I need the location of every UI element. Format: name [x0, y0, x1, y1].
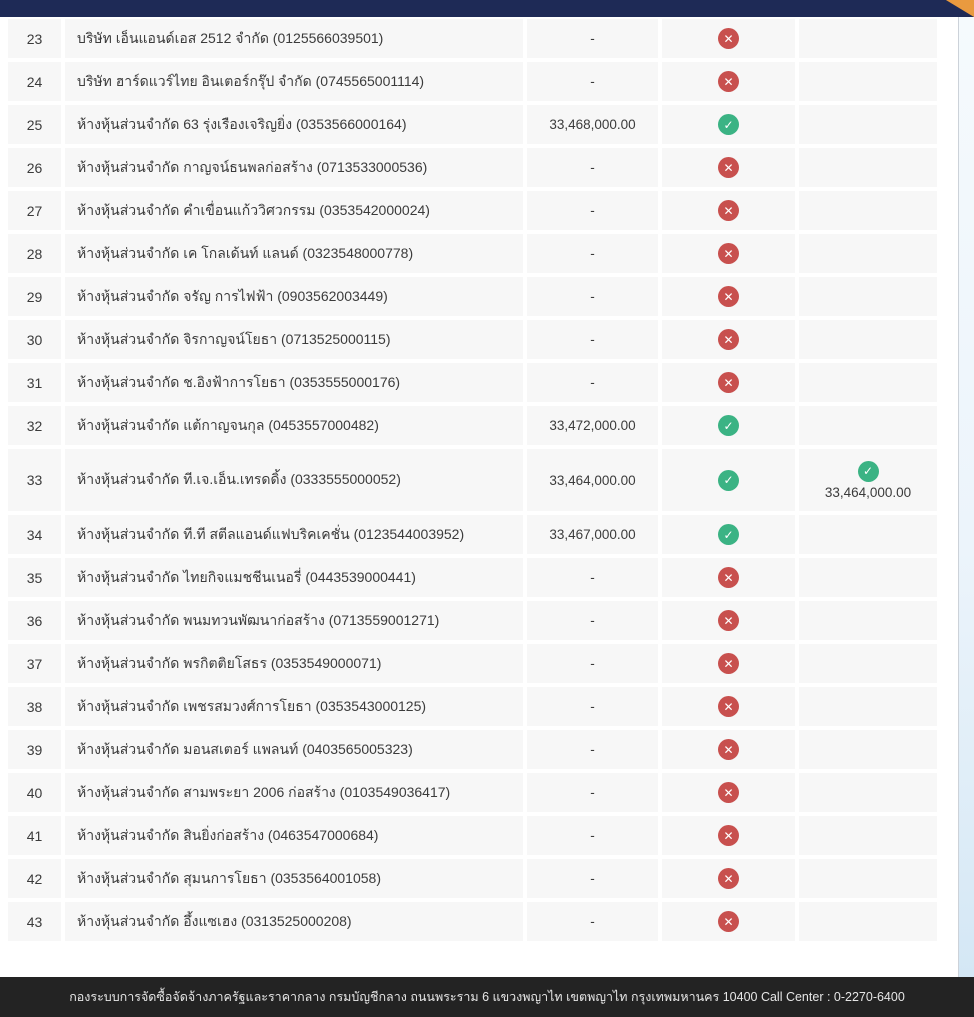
qualification-status-cell [662, 449, 795, 511]
offered-price: - [527, 558, 658, 597]
table-row [8, 687, 937, 726]
x-icon: ✕ [718, 243, 739, 264]
table-row [8, 902, 937, 941]
company-name: ห้างหุ้นส่วนจำกัด สุมนการโยธา (0353564001058) [65, 859, 523, 898]
final-price-cell [799, 773, 937, 812]
offered-price: - [527, 19, 658, 58]
final-price-cell [799, 859, 937, 898]
company-name: ห้างหุ้นส่วนจำกัด เค โกลเด้นท์ แลนด์ (0323548000778) [65, 234, 523, 273]
row-number: 29 [8, 277, 61, 316]
x-icon: ✕ [718, 868, 739, 889]
offered-price: - [527, 234, 658, 273]
top-navigation-bar [0, 0, 974, 17]
row-number: 35 [8, 558, 61, 597]
offered-price: 33,467,000.00 [527, 515, 658, 554]
x-icon: ✕ [718, 825, 739, 846]
qualification-status-cell [662, 148, 795, 187]
qualification-status-cell [662, 320, 795, 359]
check-icon: ✓ [858, 461, 879, 482]
x-icon: ✕ [718, 71, 739, 92]
final-price-cell [799, 558, 937, 597]
row-number: 40 [8, 773, 61, 812]
offered-price: - [527, 320, 658, 359]
check-icon: ✓ [718, 415, 739, 436]
company-name: ห้างหุ้นส่วนจำกัด อึ้งแซเฮง (0313525000208) [65, 902, 523, 941]
x-icon: ✕ [718, 653, 739, 674]
qualification-status-cell [662, 687, 795, 726]
qualification-status-cell [662, 773, 795, 812]
final-price-cell [799, 277, 937, 316]
offered-price: 33,468,000.00 [527, 105, 658, 144]
row-number: 37 [8, 644, 61, 683]
final-price: 33,464,000.00 [824, 484, 912, 500]
offered-price: - [527, 902, 658, 941]
qualification-status-cell [662, 558, 795, 597]
row-number: 41 [8, 816, 61, 855]
table-row [8, 277, 937, 316]
final-price-cell [799, 148, 937, 187]
final-price-cell [799, 902, 937, 941]
final-price-cell [799, 406, 937, 445]
company-name: ห้างหุ้นส่วนจำกัด พรกิตติยโสธร (0353549000071) [65, 644, 523, 683]
qualification-status-cell [662, 601, 795, 640]
company-name: ห้างหุ้นส่วนจำกัด เพชรสมวงศ์การโยธา (0353543000125) [65, 687, 523, 726]
check-icon: ✓ [718, 470, 739, 491]
header-corner-accent [938, 0, 974, 17]
offered-price: 33,472,000.00 [527, 406, 658, 445]
table-row [8, 105, 937, 144]
company-name: ห้างหุ้นส่วนจำกัด กาญจน์ธนพลก่อสร้าง (0713533000536) [65, 148, 523, 187]
table-row [8, 601, 937, 640]
qualification-status-cell [662, 191, 795, 230]
qualification-status-cell [662, 406, 795, 445]
x-icon: ✕ [718, 739, 739, 760]
row-number: 26 [8, 148, 61, 187]
final-price-cell [799, 105, 937, 144]
table-row [8, 363, 937, 402]
offered-price: - [527, 644, 658, 683]
company-name: ห้างหุ้นส่วนจำกัด ช.อิงฟ้าการโยธา (0353555000176) [65, 363, 523, 402]
row-number: 25 [8, 105, 61, 144]
company-name: ห้างหุ้นส่วนจำกัด ที.เจ.เอ็น.เทรดดิ้ง (0333555000052) [65, 449, 523, 511]
row-number: 39 [8, 730, 61, 769]
row-number: 42 [8, 859, 61, 898]
row-number: 36 [8, 601, 61, 640]
final-price-cell [799, 234, 937, 273]
table-row [8, 19, 937, 58]
x-icon: ✕ [718, 372, 739, 393]
table-row [8, 449, 937, 511]
final-price-cell [799, 816, 937, 855]
qualification-status-cell [662, 62, 795, 101]
company-name: ห้างหุ้นส่วนจำกัด จิรกาญจน์โยธา (0713525000115) [65, 320, 523, 359]
table-row [8, 191, 937, 230]
final-price-cell [799, 449, 937, 511]
x-icon: ✕ [718, 329, 739, 350]
offered-price: - [527, 191, 658, 230]
x-icon: ✕ [718, 286, 739, 307]
offered-price: - [527, 601, 658, 640]
table-row [8, 234, 937, 273]
final-price-cell [799, 601, 937, 640]
footer-text: กองระบบการจัดซื้อจัดจ้างภาครัฐและราคากลาง กรมบัญชีกลาง ถนนพระราม 6 แขวงพญาไท เขตพญาไท กรุงเทพมหานคร 10400 Call Center : 0-2270-6400 [69, 990, 905, 1004]
row-number: 34 [8, 515, 61, 554]
row-number: 43 [8, 902, 61, 941]
table-row [8, 816, 937, 855]
offered-price: - [527, 730, 658, 769]
x-icon: ✕ [718, 610, 739, 631]
row-number: 38 [8, 687, 61, 726]
offered-price: - [527, 816, 658, 855]
qualification-status-cell [662, 277, 795, 316]
final-price-cell [799, 320, 937, 359]
check-icon: ✓ [718, 114, 739, 135]
x-icon: ✕ [718, 911, 739, 932]
company-name: บริษัท เอ็นแอนด์เอส 2512 จำกัด (0125566039501) [65, 19, 523, 58]
final-price-cell [799, 19, 937, 58]
row-number: 23 [8, 19, 61, 58]
offered-price: - [527, 687, 658, 726]
bidder-results-table [8, 19, 937, 945]
qualification-status-cell [662, 515, 795, 554]
final-price-cell [799, 730, 937, 769]
company-name: ห้างหุ้นส่วนจำกัด คำเขื่อนแก้ววิศวกรรม (0353542000024) [65, 191, 523, 230]
table-row [8, 859, 937, 898]
company-name: บริษัท ฮาร์ดแวร์ไทย อินเตอร์กรุ๊ป จำกัด (0745565001114) [65, 62, 523, 101]
offered-price: - [527, 148, 658, 187]
page-background-strip [958, 17, 974, 977]
final-price-cell [799, 363, 937, 402]
company-name: ห้างหุ้นส่วนจำกัด แต้กาญจนกุล (0453557000482) [65, 406, 523, 445]
qualification-status-cell [662, 644, 795, 683]
row-number: 27 [8, 191, 61, 230]
table-row [8, 730, 937, 769]
table-row [8, 773, 937, 812]
x-icon: ✕ [718, 696, 739, 717]
offered-price: - [527, 859, 658, 898]
qualification-status-cell [662, 19, 795, 58]
row-number: 30 [8, 320, 61, 359]
offered-price: - [527, 62, 658, 101]
qualification-status-cell [662, 105, 795, 144]
row-number: 31 [8, 363, 61, 402]
company-name: ห้างหุ้นส่วนจำกัด มอนสเตอร์ แพลนท์ (0403565005323) [65, 730, 523, 769]
qualification-status-cell [662, 730, 795, 769]
company-name: ห้างหุ้นส่วนจำกัด ไทยกิจแมชชีนเนอรี่ (0443539000441) [65, 558, 523, 597]
footer-bar [0, 977, 974, 1017]
x-icon: ✕ [718, 567, 739, 588]
offered-price: - [527, 773, 658, 812]
company-name: ห้างหุ้นส่วนจำกัด พนมทวนพัฒนาก่อสร้าง (0713559001271) [65, 601, 523, 640]
table-row [8, 515, 937, 554]
offered-price: - [527, 363, 658, 402]
company-name: ห้างหุ้นส่วนจำกัด สินยิ่งก่อสร้าง (0463547000684) [65, 816, 523, 855]
table-row [8, 148, 937, 187]
x-icon: ✕ [718, 782, 739, 803]
row-number: 33 [8, 449, 61, 511]
final-price-cell [799, 644, 937, 683]
table-row [8, 62, 937, 101]
table-row [8, 406, 937, 445]
qualification-status-cell [662, 859, 795, 898]
qualification-status-cell [662, 816, 795, 855]
table-row [8, 320, 937, 359]
qualification-status-cell [662, 902, 795, 941]
qualification-status-cell [662, 363, 795, 402]
final-price-cell [799, 687, 937, 726]
row-number: 28 [8, 234, 61, 273]
x-icon: ✕ [718, 157, 739, 178]
qualification-status-cell [662, 234, 795, 273]
final-price-cell [799, 515, 937, 554]
final-price-cell [799, 191, 937, 230]
company-name: ห้างหุ้นส่วนจำกัด 63 รุ่งเรืองเจริญยิ่ง (0353566000164) [65, 105, 523, 144]
check-icon: ✓ [718, 524, 739, 545]
offered-price: - [527, 277, 658, 316]
table-row [8, 558, 937, 597]
final-price-cell [799, 62, 937, 101]
company-name: ห้างหุ้นส่วนจำกัด จรัญ การไฟฟ้า (0903562003449) [65, 277, 523, 316]
row-number: 24 [8, 62, 61, 101]
company-name: ห้างหุ้นส่วนจำกัด ที.ที สตีลแอนด์แฟบริคเคชั่น (0123544003952) [65, 515, 523, 554]
x-icon: ✕ [718, 200, 739, 221]
x-icon: ✕ [718, 28, 739, 49]
offered-price: 33,464,000.00 [527, 449, 658, 511]
table-row [8, 644, 937, 683]
company-name: ห้างหุ้นส่วนจำกัด สามพระยา 2006 ก่อสร้าง (0103549036417) [65, 773, 523, 812]
row-number: 32 [8, 406, 61, 445]
